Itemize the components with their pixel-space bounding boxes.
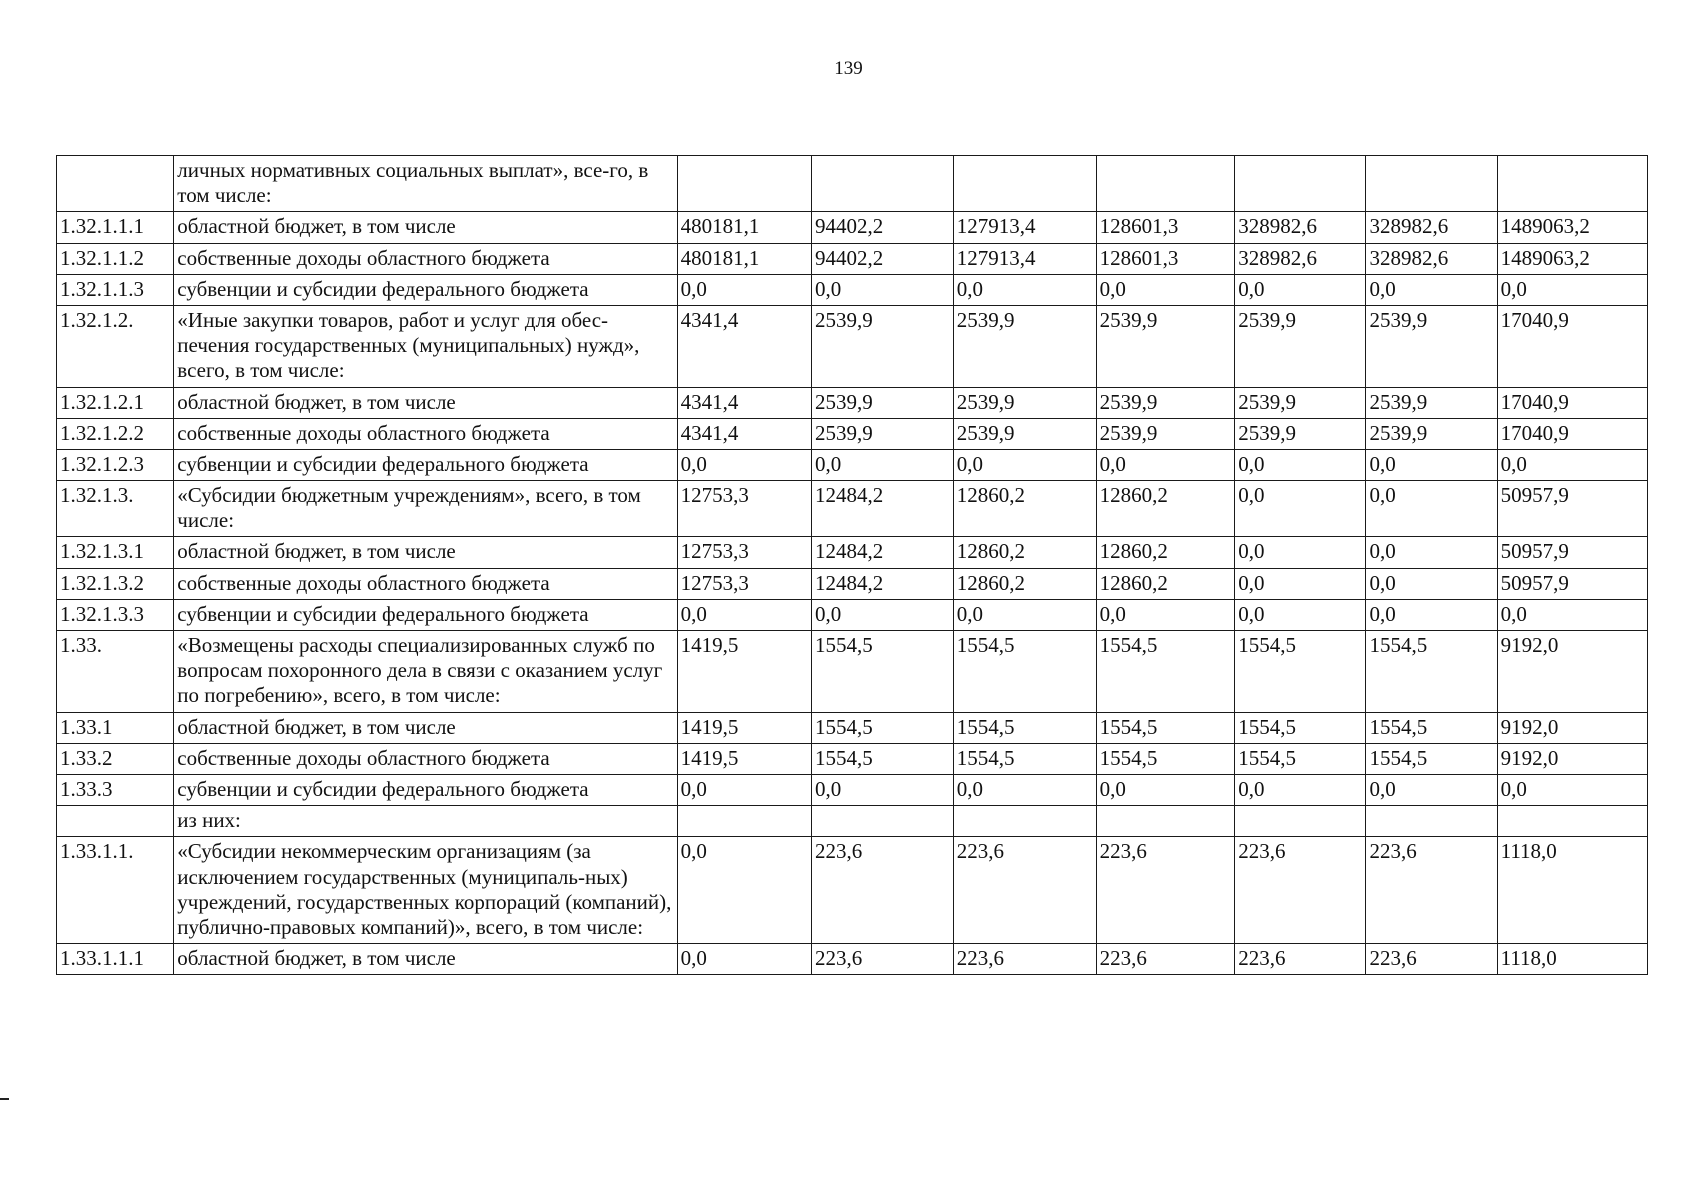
value-cell: 1554,5 (1096, 712, 1235, 743)
value-cell: 0,0 (1366, 449, 1497, 480)
value-cell: 1554,5 (1096, 631, 1235, 713)
value-cell (1235, 156, 1366, 212)
value-cell: 12860,2 (953, 537, 1096, 568)
value-cell: 17040,9 (1497, 418, 1647, 449)
row-code: 1.32.1.2.3 (57, 449, 174, 480)
value-cell: 1554,5 (1366, 743, 1497, 774)
row-description: субвенции и субсидии федерального бюджета (174, 599, 677, 630)
value-cell (1096, 156, 1235, 212)
value-cell: 1489063,2 (1497, 243, 1647, 274)
table-row (57, 274, 1648, 305)
value-cell: 223,6 (1366, 837, 1497, 944)
value-cell: 0,0 (811, 449, 953, 480)
value-cell: 9192,0 (1497, 631, 1647, 713)
row-code: 1.32.1.3.1 (57, 537, 174, 568)
value-cell (1096, 806, 1235, 837)
row-code: 1.32.1.1.2 (57, 243, 174, 274)
row-description: областной бюджет, в том числе (174, 387, 677, 418)
value-cell: 0,0 (1096, 774, 1235, 805)
value-cell (1235, 806, 1366, 837)
row-code: 1.32.1.3.3 (57, 599, 174, 630)
value-cell: 9192,0 (1497, 743, 1647, 774)
value-cell: 0,0 (953, 599, 1096, 630)
value-cell: 1554,5 (953, 743, 1096, 774)
value-cell: 4341,4 (677, 387, 811, 418)
row-description: «Субсидии некоммерческим организациям (за исключением государственных (муниципаль-ных) учреждений, государственных корпораций (компаний), публично-правовых компаний)», всего, в том числе: (174, 837, 677, 944)
value-cell: 0,0 (1366, 568, 1497, 599)
value-cell: 128601,3 (1096, 243, 1235, 274)
value-cell: 0,0 (677, 449, 811, 480)
value-cell: 480181,1 (677, 212, 811, 243)
value-cell: 2539,9 (1096, 387, 1235, 418)
table-row (57, 568, 1648, 599)
value-cell: 1554,5 (1366, 712, 1497, 743)
value-cell: 1554,5 (953, 712, 1096, 743)
value-cell: 94402,2 (811, 212, 953, 243)
row-code (57, 156, 174, 212)
row-description: областной бюджет, в том числе (174, 944, 677, 975)
value-cell: 4341,4 (677, 305, 811, 387)
value-cell: 0,0 (1497, 274, 1647, 305)
value-cell: 0,0 (1366, 537, 1497, 568)
value-cell: 0,0 (1235, 481, 1366, 537)
row-description: собственные доходы областного бюджета (174, 743, 677, 774)
value-cell: 2539,9 (953, 387, 1096, 418)
value-cell: 94402,2 (811, 243, 953, 274)
value-cell: 2539,9 (1235, 387, 1366, 418)
row-code (57, 806, 174, 837)
value-cell: 0,0 (1096, 599, 1235, 630)
table-row (57, 387, 1648, 418)
row-code: 1.33. (57, 631, 174, 713)
table-row (57, 481, 1648, 537)
value-cell: 1419,5 (677, 631, 811, 713)
row-code: 1.32.1.2. (57, 305, 174, 387)
value-cell: 1554,5 (811, 712, 953, 743)
value-cell: 223,6 (1235, 837, 1366, 944)
value-cell: 223,6 (953, 944, 1096, 975)
row-code: 1.33.1 (57, 712, 174, 743)
value-cell: 223,6 (811, 837, 953, 944)
value-cell: 0,0 (1497, 449, 1647, 480)
value-cell: 50957,9 (1497, 481, 1647, 537)
value-cell: 1554,5 (1366, 631, 1497, 713)
value-cell: 4341,4 (677, 418, 811, 449)
row-description: собственные доходы областного бюджета (174, 568, 677, 599)
margin-mark (0, 1098, 9, 1100)
row-code: 1.33.3 (57, 774, 174, 805)
value-cell: 12860,2 (1096, 481, 1235, 537)
value-cell: 0,0 (1235, 774, 1366, 805)
value-cell (811, 156, 953, 212)
value-cell: 1554,5 (1096, 743, 1235, 774)
value-cell: 9192,0 (1497, 712, 1647, 743)
value-cell: 128601,3 (1096, 212, 1235, 243)
value-cell (677, 156, 811, 212)
value-cell: 0,0 (1235, 537, 1366, 568)
value-cell: 0,0 (677, 944, 811, 975)
row-description: личных нормативных социальных выплат», все-го, в том числе: (174, 156, 677, 212)
value-cell: 328982,6 (1235, 243, 1366, 274)
value-cell: 2539,9 (1235, 305, 1366, 387)
value-cell: 1554,5 (1235, 631, 1366, 713)
value-cell: 223,6 (1366, 944, 1497, 975)
value-cell: 0,0 (1235, 274, 1366, 305)
value-cell: 2539,9 (811, 387, 953, 418)
value-cell: 0,0 (677, 774, 811, 805)
value-cell: 0,0 (1096, 449, 1235, 480)
row-code: 1.32.1.2.2 (57, 418, 174, 449)
value-cell: 12860,2 (1096, 568, 1235, 599)
value-cell: 2539,9 (1235, 418, 1366, 449)
value-cell: 328982,6 (1366, 212, 1497, 243)
value-cell: 480181,1 (677, 243, 811, 274)
value-cell: 12753,3 (677, 568, 811, 599)
row-code: 1.32.1.2.1 (57, 387, 174, 418)
value-cell: 2539,9 (1366, 305, 1497, 387)
value-cell: 12860,2 (953, 568, 1096, 599)
value-cell: 12860,2 (953, 481, 1096, 537)
row-description: областной бюджет, в том числе (174, 537, 677, 568)
value-cell: 12484,2 (811, 568, 953, 599)
value-cell (1497, 156, 1647, 212)
value-cell: 223,6 (1096, 944, 1235, 975)
value-cell (953, 806, 1096, 837)
value-cell: 0,0 (1235, 449, 1366, 480)
value-cell: 328982,6 (1366, 243, 1497, 274)
row-code: 1.32.1.1.3 (57, 274, 174, 305)
value-cell: 223,6 (811, 944, 953, 975)
value-cell: 0,0 (677, 599, 811, 630)
value-cell: 2539,9 (811, 305, 953, 387)
value-cell: 0,0 (1096, 274, 1235, 305)
row-description: субвенции и субсидии федерального бюджета (174, 274, 677, 305)
value-cell: 328982,6 (1235, 212, 1366, 243)
value-cell: 2539,9 (1096, 305, 1235, 387)
row-code: 1.32.1.3. (57, 481, 174, 537)
row-code: 1.32.1.3.2 (57, 568, 174, 599)
row-code: 1.33.2 (57, 743, 174, 774)
value-cell: 12484,2 (811, 481, 953, 537)
value-cell: 0,0 (811, 274, 953, 305)
table-row (57, 631, 1648, 713)
row-description: субвенции и субсидии федерального бюджета (174, 774, 677, 805)
value-cell: 0,0 (1497, 774, 1647, 805)
value-cell: 50957,9 (1497, 537, 1647, 568)
value-cell: 1419,5 (677, 743, 811, 774)
value-cell: 223,6 (953, 837, 1096, 944)
value-cell: 1419,5 (677, 712, 811, 743)
value-cell: 223,6 (1235, 944, 1366, 975)
value-cell: 2539,9 (1366, 387, 1497, 418)
value-cell: 50957,9 (1497, 568, 1647, 599)
row-code: 1.33.1.1.1 (57, 944, 174, 975)
value-cell: 0,0 (811, 774, 953, 805)
value-cell: 12753,3 (677, 481, 811, 537)
row-code: 1.32.1.1.1 (57, 212, 174, 243)
table-row (57, 837, 1648, 944)
table-row (57, 156, 1648, 212)
row-code: 1.33.1.1. (57, 837, 174, 944)
value-cell: 12753,3 (677, 537, 811, 568)
value-cell: 2539,9 (953, 305, 1096, 387)
value-cell: 12860,2 (1096, 537, 1235, 568)
value-cell: 0,0 (1366, 481, 1497, 537)
value-cell: 0,0 (811, 599, 953, 630)
table-row (57, 537, 1648, 568)
value-cell: 1118,0 (1497, 944, 1647, 975)
value-cell: 1489063,2 (1497, 212, 1647, 243)
value-cell: 17040,9 (1497, 305, 1647, 387)
value-cell (1497, 806, 1647, 837)
value-cell: 17040,9 (1497, 387, 1647, 418)
value-cell: 0,0 (1497, 599, 1647, 630)
value-cell: 0,0 (1366, 774, 1497, 805)
value-cell (1366, 806, 1497, 837)
table-row (57, 806, 1648, 837)
value-cell (953, 156, 1096, 212)
value-cell: 127913,4 (953, 243, 1096, 274)
value-cell: 0,0 (1366, 599, 1497, 630)
value-cell: 0,0 (677, 837, 811, 944)
row-description: «Возмещены расходы специализированных служб по вопросам похоронного дела в связи с оказанием услуг по погребению», всего, в том числе: (174, 631, 677, 713)
budget-table (56, 155, 1648, 975)
value-cell: 0,0 (953, 774, 1096, 805)
value-cell: 2539,9 (1096, 418, 1235, 449)
value-cell: 2539,9 (953, 418, 1096, 449)
value-cell: 0,0 (1235, 568, 1366, 599)
table-row (57, 774, 1648, 805)
value-cell: 0,0 (953, 274, 1096, 305)
value-cell: 2539,9 (811, 418, 953, 449)
value-cell: 12484,2 (811, 537, 953, 568)
value-cell (677, 806, 811, 837)
row-description: областной бюджет, в том числе (174, 712, 677, 743)
value-cell: 1554,5 (1235, 743, 1366, 774)
value-cell: 127913,4 (953, 212, 1096, 243)
value-cell: 1554,5 (1235, 712, 1366, 743)
row-description: из них: (174, 806, 677, 837)
table-row (57, 743, 1648, 774)
row-description: «Субсидии бюджетным учреждениям», всего, в том числе: (174, 481, 677, 537)
row-description: субвенции и субсидии федерального бюджета (174, 449, 677, 480)
value-cell: 0,0 (1235, 599, 1366, 630)
value-cell: 0,0 (1366, 274, 1497, 305)
row-description: собственные доходы областного бюджета (174, 243, 677, 274)
table-row (57, 712, 1648, 743)
table-row (57, 212, 1648, 243)
row-description: областной бюджет, в том числе (174, 212, 677, 243)
table-row (57, 418, 1648, 449)
table-row (57, 305, 1648, 387)
value-cell: 0,0 (953, 449, 1096, 480)
value-cell (1366, 156, 1497, 212)
value-cell: 0,0 (677, 274, 811, 305)
value-cell: 1554,5 (811, 631, 953, 713)
page-number: 139 (834, 58, 863, 79)
value-cell: 1554,5 (953, 631, 1096, 713)
value-cell: 1554,5 (811, 743, 953, 774)
table-row (57, 599, 1648, 630)
table-body (57, 156, 1648, 975)
table-row (57, 944, 1648, 975)
value-cell: 2539,9 (1366, 418, 1497, 449)
value-cell (811, 806, 953, 837)
table-row (57, 243, 1648, 274)
row-description: «Иные закупки товаров, работ и услуг для обес-печения государственных (муниципальных) нужд», всего, в том числе: (174, 305, 677, 387)
value-cell: 1118,0 (1497, 837, 1647, 944)
table-row (57, 449, 1648, 480)
row-description: собственные доходы областного бюджета (174, 418, 677, 449)
value-cell: 223,6 (1096, 837, 1235, 944)
